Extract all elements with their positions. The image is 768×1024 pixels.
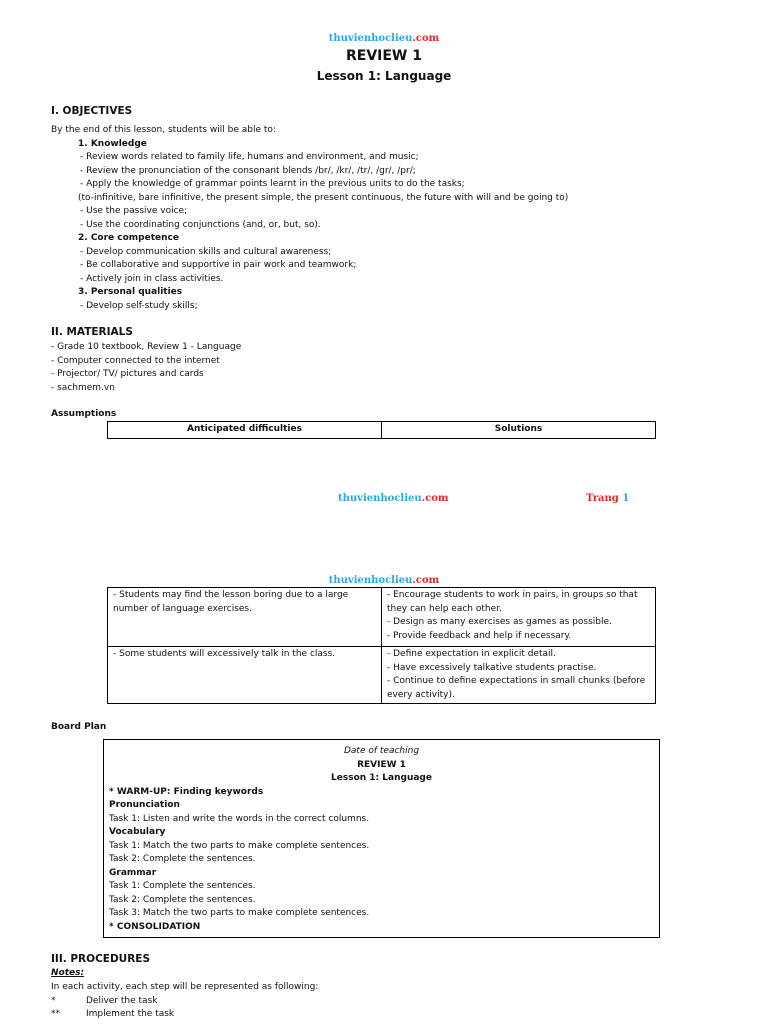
page-title: REVIEW 1 bbox=[345, 48, 422, 64]
board-title: REVIEW 1 bbox=[357, 759, 406, 770]
task-item: Task 3: Match the two parts to make complete sentences. bbox=[109, 908, 370, 918]
notes-label: Notes: bbox=[51, 968, 85, 978]
solutions-cell bbox=[382, 588, 656, 647]
warmup: * WARM-UP: Finding keywords bbox=[109, 786, 264, 797]
solutions-cell bbox=[382, 647, 656, 704]
vocabulary-heading: Vocabulary bbox=[109, 827, 166, 837]
table-row bbox=[108, 588, 656, 647]
page-subtitle: Lesson 1: Language bbox=[316, 69, 452, 83]
task-item: Task 1: Complete the sentences. bbox=[109, 881, 256, 891]
assumptions-label: Assumptions bbox=[51, 409, 117, 419]
list-item: - Projector/ TV/ pictures and cards bbox=[51, 369, 204, 379]
list-item: - Grade 10 textbook, Review 1 - Language bbox=[51, 342, 242, 352]
solution-item: - Continue to define expectations in small chunks (before every activity). bbox=[387, 676, 646, 700]
solution-item: - Encourage students to work in pairs, in groups so that they can help each other. bbox=[387, 590, 638, 614]
assumptions-table bbox=[107, 587, 656, 704]
watermark-top: thuvienhoclieu.com bbox=[328, 33, 440, 44]
difficulty-cell: - Some students will excessively talk in the class. bbox=[108, 647, 382, 704]
objectives-heading: I. OBJECTIVES bbox=[51, 105, 133, 117]
column-header-solutions: Solutions bbox=[382, 422, 656, 439]
page-number: Trang 1 bbox=[586, 493, 630, 504]
pronunciation-heading: Pronunciation bbox=[109, 800, 180, 810]
list-item: - Computer connected to the internet bbox=[51, 355, 220, 366]
knowledge-heading: 1. Knowledge bbox=[78, 138, 147, 149]
procedures-heading: III. PROCEDURES bbox=[51, 953, 151, 965]
objectives-intro: By the end of this lesson, students will be able to: bbox=[51, 125, 276, 135]
list-item: - Develop self-study skills; bbox=[80, 300, 198, 311]
board-plan-label: Board Plan bbox=[51, 722, 107, 732]
personal-heading: 3. Personal qualities bbox=[78, 287, 183, 297]
board-lesson: Lesson 1: Language bbox=[331, 773, 432, 783]
core-list bbox=[80, 246, 356, 287]
list-item: - Use the passive voice; bbox=[80, 206, 188, 216]
core-heading: 2. Core competence bbox=[78, 233, 179, 243]
solution-item: - Provide feedback and help if necessary. bbox=[387, 630, 572, 641]
date-of-teaching: Date of teaching bbox=[343, 746, 420, 756]
solution-item: - Have excessively talkative students practise. bbox=[387, 662, 597, 673]
step-text: Implement the task bbox=[86, 1009, 175, 1019]
list-item: - Actively join in class activities. bbox=[80, 273, 224, 284]
step-mark: ** bbox=[51, 1009, 60, 1019]
list-item: - Be collaborative and supportive in pair work and teamwork; bbox=[80, 260, 357, 270]
procedures-intro: In each activity, each step will be represented as following: bbox=[51, 982, 319, 992]
assumptions-header-table bbox=[107, 421, 656, 439]
solution-item: - Define expectation in explicit detail. bbox=[387, 649, 556, 659]
task-item: Task 2: Complete the sentences. bbox=[109, 894, 256, 905]
list-item: - Use the coordinating conjunctions (and, or, but, so). bbox=[80, 219, 321, 230]
list-item: - Review the pronunciation of the consonant blends /br/, /kr/, /tr/, /gr/, /pr/; bbox=[80, 165, 416, 176]
step-text: Deliver the task bbox=[86, 995, 158, 1006]
watermark-page2: thuvienhoclieu.com bbox=[328, 575, 440, 586]
grammar-heading: Grammar bbox=[109, 867, 157, 878]
list-item: - Review words related to family life, humans and environment, and music; bbox=[80, 152, 419, 162]
list-item: - Apply the knowledge of grammar points learnt in the previous units to do the tasks; bbox=[80, 179, 465, 189]
task-item: Task 1: Listen and write the words in the correct columns. bbox=[109, 813, 370, 824]
column-header-difficulties: Anticipated difficulties bbox=[108, 422, 382, 439]
materials-list bbox=[51, 341, 241, 395]
task-item: Task 2: Complete the sentences. bbox=[109, 854, 256, 864]
difficulty-cell: - Students may find the lesson boring due to a large number of language exercises. bbox=[108, 588, 382, 647]
consolidation: * CONSOLIDATION bbox=[109, 921, 201, 932]
materials-heading: II. MATERIALS bbox=[51, 326, 133, 338]
task-item: Task 1: Match the two parts to make complete sentences. bbox=[109, 840, 370, 851]
table-row bbox=[108, 647, 656, 704]
list-item: (to-infinitive, bare infinitive, the present simple, the present continuous, the future with will and be going to) bbox=[78, 192, 569, 203]
step-mark: * bbox=[51, 995, 56, 1006]
watermark-footer: thuvienhoclieu.com bbox=[338, 493, 449, 504]
list-item: - Develop communication skills and cultural awareness; bbox=[80, 246, 332, 257]
solution-item: - Design as many exercises as games as possible. bbox=[387, 617, 612, 627]
knowledge-list bbox=[80, 151, 568, 232]
board-plan-box bbox=[103, 739, 660, 938]
list-item: - sachmem.vn bbox=[51, 382, 115, 393]
